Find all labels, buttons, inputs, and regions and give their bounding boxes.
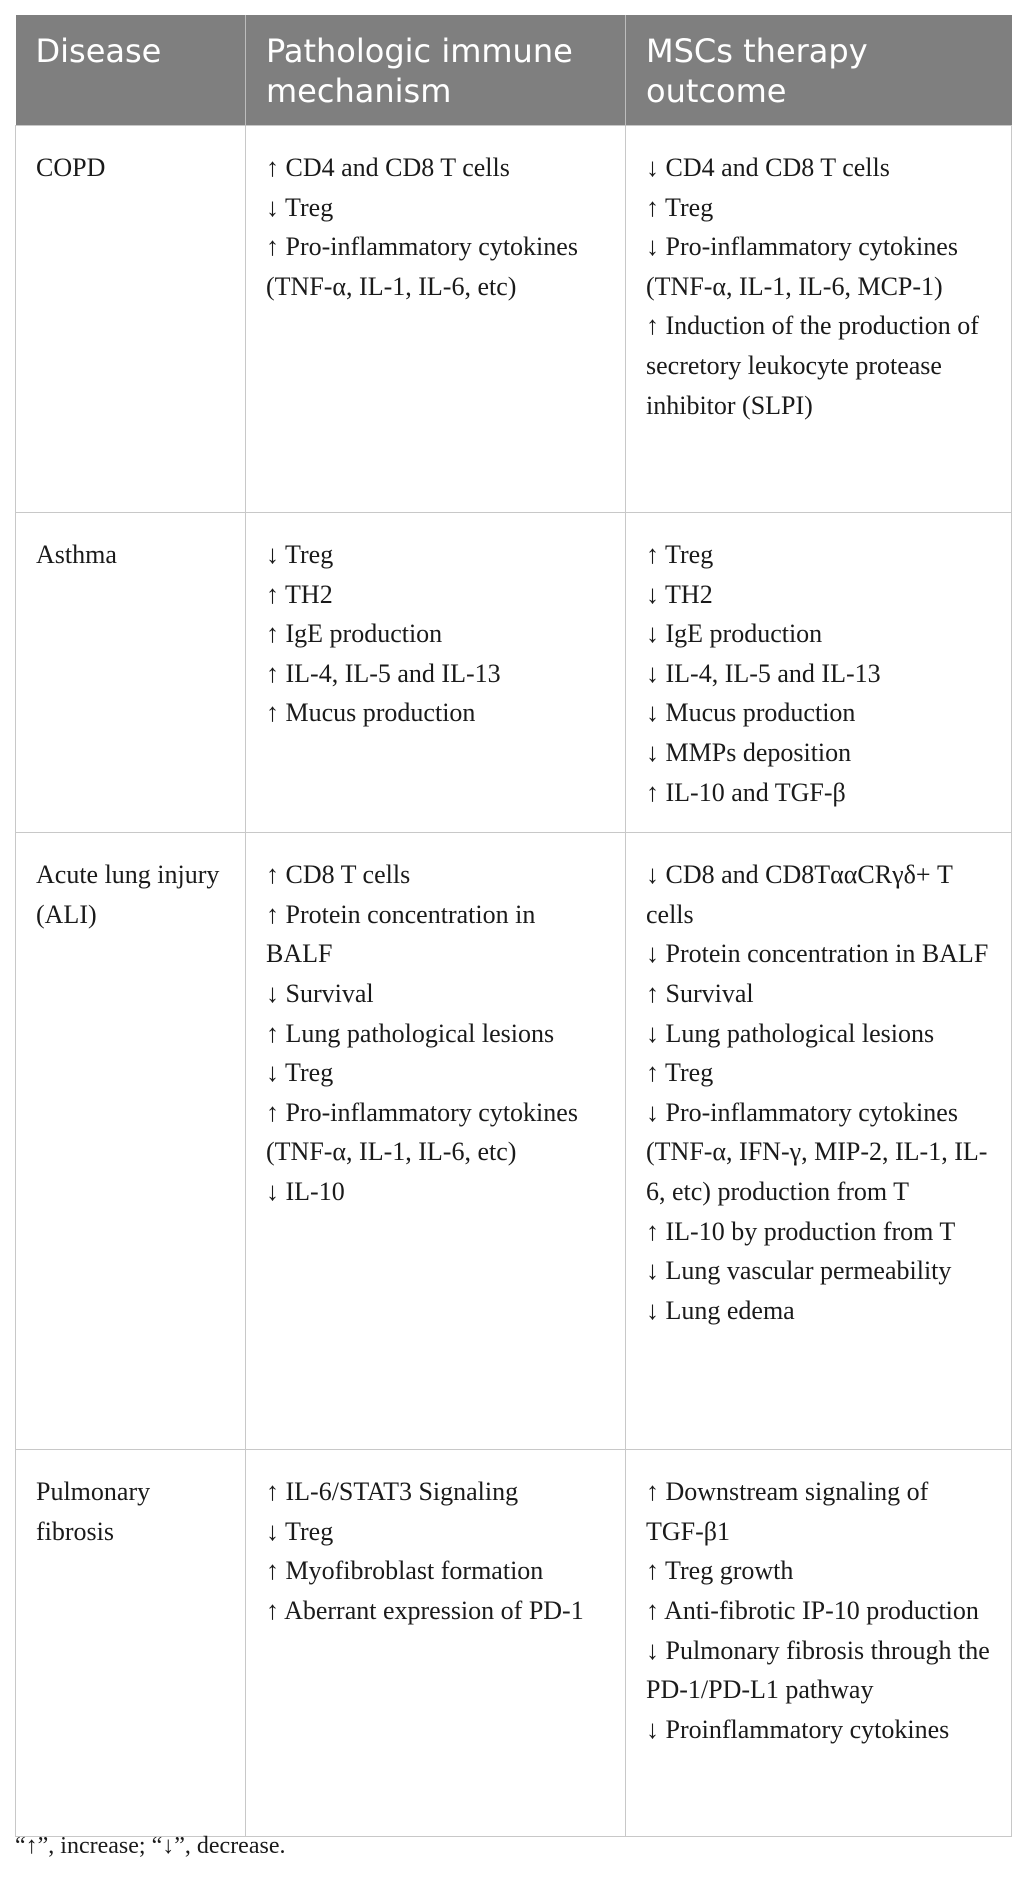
outcome-item: ↓ IgE production (646, 619, 823, 649)
outcome-cell (626, 833, 1012, 1450)
outcome-item: ↑ Survival (646, 978, 754, 1008)
disease-name: Pulmonary fibrosis (36, 1477, 151, 1546)
outcome-item: ↓ Protein concentration in BALF (646, 939, 989, 969)
outcome-item: ↑ Treg growth (646, 1556, 794, 1586)
outcome-item: ↓ CD8 and CD8TααCRγδ+ T cells (646, 860, 953, 929)
mechanism-cell (246, 1450, 626, 1837)
outcome-item: ↑ Downstream signaling of TGF-β1 (646, 1477, 929, 1546)
outcome-item: ↓ Proinflammatory cytokines (646, 1714, 950, 1744)
mechanism-item: ↓ Treg (266, 1516, 334, 1546)
outcome-item: ↓ Pro-inflammatory cytokines (TNF-α, IFN-γ, MIP-2, IL-1, IL-6, etc) production from T (646, 1097, 988, 1206)
disease-name: Asthma (36, 540, 117, 569)
disease-cell (16, 833, 246, 1450)
table-body (16, 126, 1012, 1837)
outcome-item: ↓ Pro-inflammatory cytokines (TNF-α, IL-1, IL-6, MCP-1) (646, 232, 958, 301)
header-row (16, 15, 1012, 126)
mechanism-item: ↑ Pro-inflammatory cytokines (TNF-α, IL-1, IL-6, etc) (266, 232, 578, 301)
outcome-item: ↑ Induction of the production of secretory leukocyte protease inhibitor (SLPI) (646, 311, 979, 420)
outcome-item: ↓ CD4 and CD8 T cells (646, 153, 890, 182)
header-mechanism: Pathologic immune mechanism (246, 15, 626, 126)
table-row (16, 513, 1012, 833)
disease-name: COPD (36, 153, 106, 182)
outcome-item: ↓ Lung vascular permeability (646, 1256, 952, 1286)
disease-cell (16, 513, 246, 833)
mechanism-item: ↓ Treg (266, 192, 334, 222)
mechanism-item: ↑ IgE production (266, 619, 443, 649)
mechanism-item: ↑ Mucus production (266, 698, 476, 728)
mechanism-item: ↓ Survival (266, 978, 374, 1008)
mechanism-item: ↓ IL-10 (266, 1176, 345, 1206)
outcome-item: ↑ Treg (646, 1058, 714, 1088)
outcome-item: ↓ Lung pathological lesions (646, 1018, 935, 1048)
mechanism-item: ↑ Protein concentration in BALF (266, 899, 536, 969)
outcome-item: ↓ Lung edema (646, 1295, 795, 1325)
mechanism-item: ↑ Lung pathological lesions (266, 1018, 555, 1048)
outcome-cell (626, 126, 1012, 513)
mechanism-item: ↑ CD8 T cells (266, 860, 411, 890)
mechanism-item: ↓ Treg (266, 540, 334, 569)
outcome-item: ↑ Treg (646, 192, 714, 222)
header-outcome: MSCs therapy outcome (626, 15, 1012, 126)
outcome-item: ↑ IL-10 and TGF-β (646, 777, 846, 807)
mechanism-cell (246, 126, 626, 513)
mechanism-item: ↑ Pro-inflammatory cytokines (TNF-α, IL-1, IL-6, etc) (266, 1097, 578, 1167)
header-disease: Disease (16, 15, 246, 126)
outcome-item: ↓ Pulmonary fibrosis through the PD-1/PD-L1 pathway (646, 1635, 990, 1705)
disease-name: Acute lung injury (ALI) (36, 860, 220, 929)
outcome-item: ↓ IL-4, IL-5 and IL-13 (646, 658, 881, 688)
outcome-item: ↑ IL-10 by production from T (646, 1216, 956, 1246)
outcome-cell (626, 513, 1012, 833)
mechanism-item: ↑ TH2 (266, 579, 333, 609)
table-header (16, 15, 1012, 126)
table-row (16, 833, 1012, 1450)
outcome-cell (626, 1450, 1012, 1837)
outcome-item: ↓ Mucus production (646, 698, 856, 728)
mechanism-cell (246, 513, 626, 833)
mechanism-item: ↑ Myofibroblast formation (266, 1556, 544, 1586)
table-row (16, 1450, 1012, 1837)
table-row (16, 126, 1012, 513)
mechanism-item: ↓ Treg (266, 1058, 334, 1088)
outcome-item: ↓ TH2 (646, 579, 713, 609)
data-table-container (15, 15, 1011, 1837)
disease-table (15, 15, 1012, 1837)
mechanism-item: ↑ IL-6/STAT3 Signaling (266, 1477, 519, 1507)
mechanism-item: ↑ CD4 and CD8 T cells (266, 153, 510, 182)
outcome-item: ↑ Treg (646, 540, 714, 569)
mechanism-item: ↑ IL-4, IL-5 and IL-13 (266, 658, 501, 688)
table-footnote: “↑”, increase; “↓”, decrease. (15, 1833, 286, 1859)
disease-cell (16, 1450, 246, 1837)
disease-cell (16, 126, 246, 513)
mechanism-cell (246, 833, 626, 1450)
outcome-item: ↑ Anti-fibrotic IP-10 production (646, 1595, 979, 1625)
outcome-item: ↓ MMPs deposition (646, 737, 852, 767)
mechanism-item: ↑ Aberrant expression of PD-1 (266, 1595, 584, 1625)
